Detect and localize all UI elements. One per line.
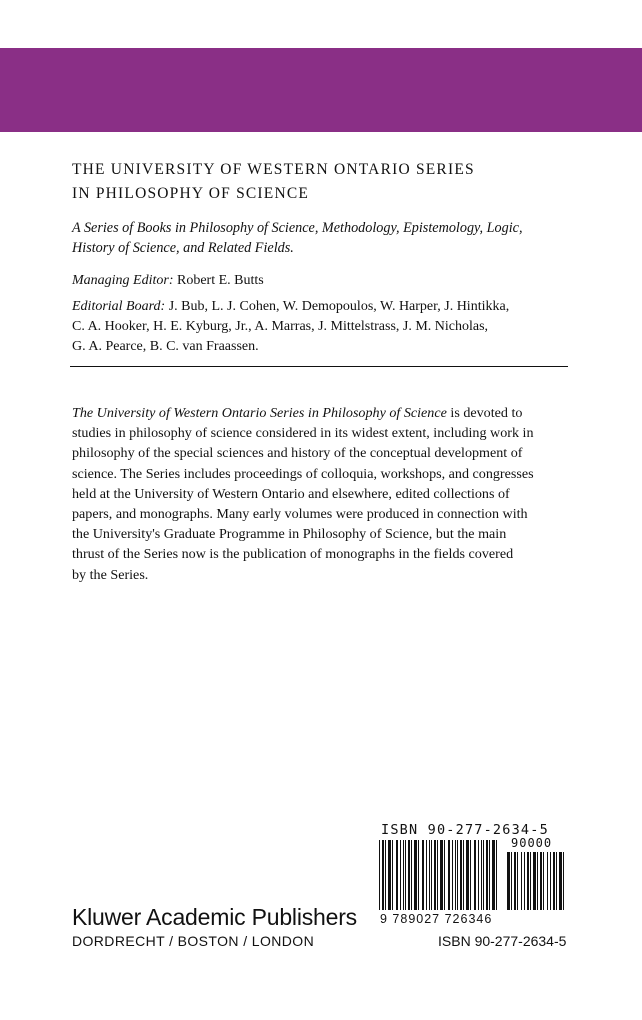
barcode-bar xyxy=(547,852,548,910)
barcode-bar xyxy=(440,840,443,910)
barcode-bar xyxy=(517,852,518,910)
barcode-bar xyxy=(405,840,406,910)
barcode-isbn-label: ISBN 90-277-2634-5 xyxy=(381,822,549,838)
description-line-8: thrust of the Series now is the publication of monographs in the fields covered xyxy=(72,546,514,563)
barcode-bar xyxy=(496,840,497,910)
barcode-bar xyxy=(556,852,557,910)
barcode-bar xyxy=(460,840,462,910)
barcode-bar xyxy=(550,852,551,910)
barcode-bar xyxy=(414,840,417,910)
barcode-bar xyxy=(481,840,482,910)
barcode-bar xyxy=(418,840,419,910)
barcode-bar xyxy=(478,840,479,910)
publisher-name: Kluwer Academic Publishers xyxy=(72,904,357,930)
series-description xyxy=(72,403,572,585)
barcode-bar xyxy=(408,840,410,910)
barcode-bar xyxy=(486,840,488,910)
barcode-bar xyxy=(553,852,555,910)
isbn-bottom: ISBN 90-277-2634-5 xyxy=(438,933,567,949)
description-line-6: papers, and monographs. Many early volumes were produced in connection with xyxy=(72,506,528,523)
barcode-bar xyxy=(431,840,432,910)
description-line-7: the University's Graduate Programme in Philosophy of Science, but the main xyxy=(72,526,507,543)
series-subtitle xyxy=(72,218,572,258)
barcode-addon-digits: 90000 xyxy=(511,836,553,850)
barcode-bar xyxy=(422,840,424,910)
description-line-5: held at the University of Western Ontario and elsewhere, edited collections of xyxy=(72,485,510,502)
barcode-bar xyxy=(507,852,510,910)
barcode-bar xyxy=(403,840,404,910)
barcode-bar xyxy=(437,840,438,910)
barcode-bar xyxy=(524,852,525,910)
barcode-bar xyxy=(514,852,516,910)
barcode-bar xyxy=(457,840,458,910)
barcode-bar xyxy=(537,852,538,910)
editorial-board-line-3: G. A. Pearce, B. C. van Fraassen. xyxy=(72,339,259,354)
barcode-bar xyxy=(396,840,398,910)
barcode-bar xyxy=(434,840,436,910)
series-title-line-1: THE UNIVERSITY OF WESTERN ONTARIO SERIES xyxy=(72,161,475,178)
barcode-bar xyxy=(533,852,536,910)
barcode-bar xyxy=(455,840,456,910)
barcode-bar xyxy=(563,852,564,910)
barcode-bar xyxy=(489,840,490,910)
barcode-bar xyxy=(511,852,512,910)
series-title xyxy=(72,158,592,206)
barcode-bar xyxy=(530,852,531,910)
barcode-bar xyxy=(559,852,562,910)
barcode-bar xyxy=(388,840,391,910)
description-line-1: is devoted to xyxy=(450,405,523,421)
barcode-bar xyxy=(429,840,430,910)
header-color-band xyxy=(0,48,642,132)
barcode-bar xyxy=(400,840,401,910)
barcode-bar xyxy=(527,852,529,910)
barcode-bar xyxy=(392,840,393,910)
barcode-bar xyxy=(385,840,386,910)
barcode-bar xyxy=(452,840,453,910)
description-line-3: philosophy of the special sciences and history of the conceptual development of xyxy=(72,445,523,462)
barcode-bar xyxy=(543,852,544,910)
barcode-bar xyxy=(382,840,384,910)
subtitle-line-1: A Series of Books in Philosophy of Science, Methodology, Epistemology, Logic, xyxy=(72,220,523,236)
managing-editor xyxy=(72,273,264,289)
publisher-cities: DORDRECHT / BOSTON / LONDON xyxy=(72,933,315,949)
editorial-board-label: Editorial Board: xyxy=(72,299,166,314)
barcode-bar xyxy=(463,840,464,910)
barcode xyxy=(379,838,564,912)
managing-editor-label: Managing Editor: xyxy=(72,273,174,288)
barcode-bar xyxy=(474,840,476,910)
barcode-bar xyxy=(492,840,495,910)
description-line-9: by the Series. xyxy=(72,566,149,583)
barcode-bar xyxy=(379,840,380,910)
barcode-bar xyxy=(521,852,522,910)
barcode-bar xyxy=(540,852,542,910)
editorial-board-line-1: J. Bub, L. J. Cohen, W. Demopoulos, W. Harper, J. Hintikka, xyxy=(168,299,510,314)
barcode-bar xyxy=(470,840,471,910)
description-lead: The University of Western Ontario Series in Philosophy of Science xyxy=(72,405,447,421)
subtitle-line-2: History of Science, and Related Fields. xyxy=(72,240,294,256)
series-title-line-2: IN PHILOSOPHY OF SCIENCE xyxy=(72,185,310,202)
managing-editor-name: Robert E. Butts xyxy=(177,273,264,288)
description-line-4: science. The Series includes proceedings of colloquia, workshops, and congresses xyxy=(72,465,534,482)
barcode-bar xyxy=(483,840,484,910)
barcode-ean-digits: 9 789027 726346 xyxy=(380,912,493,926)
editorial-board-line-2: C. A. Hooker, H. E. Kyburg, Jr., A. Marras, J. Mittelstrass, J. M. Nicholas, xyxy=(72,319,489,334)
barcode-bar xyxy=(411,840,412,910)
barcode-bar xyxy=(466,840,469,910)
barcode-bar xyxy=(426,840,427,910)
divider-rule xyxy=(70,366,568,367)
barcode-bar xyxy=(444,840,445,910)
barcode-bar xyxy=(448,840,450,910)
description-line-2: studies in philosophy of science considered in its widest extent, including work in xyxy=(72,425,534,442)
editorial-board xyxy=(72,297,572,357)
